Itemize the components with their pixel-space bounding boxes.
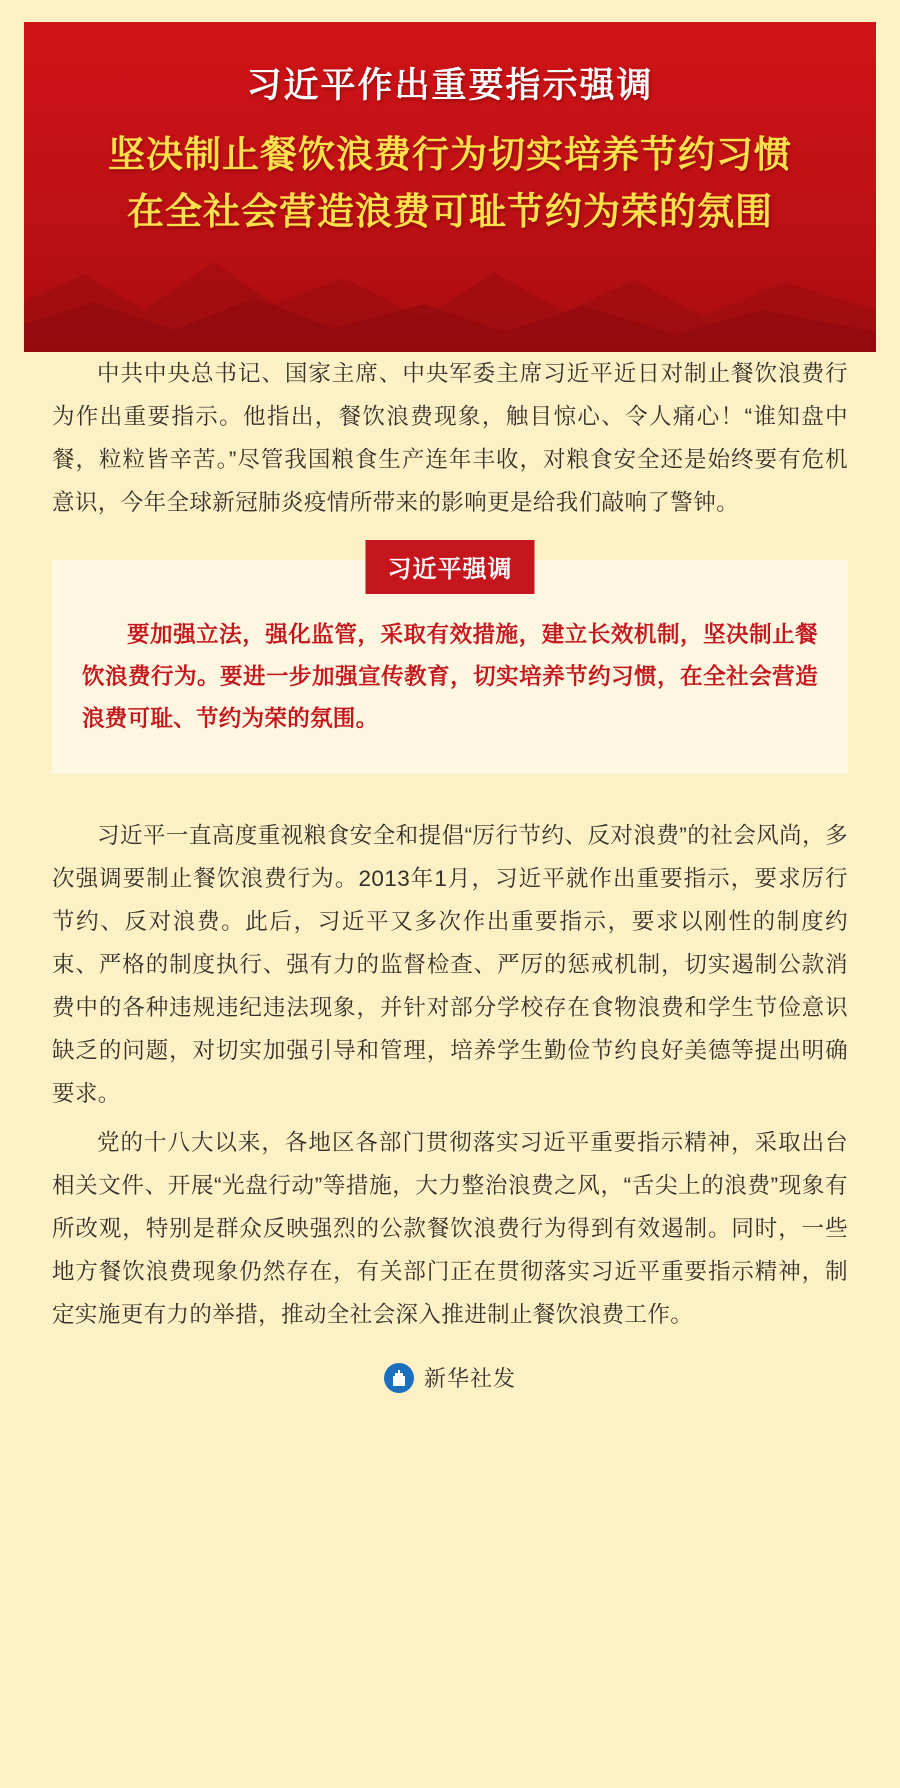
emphasis-callout: [52, 556, 848, 774]
header-banner: [24, 22, 876, 352]
article-paragraph-2: 习近平一直高度重视粮食安全和提倡“厉行节约、反对浪费”的社会风尚，多次强调要制止餐饮浪费行为。2013年1月，习近平就作出重要指示，要求厉行节约、反对浪费。此后，习近平又多次作出重要指示，要求以刚性的制度约束、严格的制度执行、强有力的监督检查、严厉的惩戒机制，切实遏制公款消费中的各种违规违纪违法现象，并针对部分学校存在食物浪费和学生节俭意识缺乏的问题，对切实加强引导和管理，培养学生勤俭节约良好美德等提出明确要求。: [52, 823, 848, 1106]
poster-page: [0, 22, 900, 1788]
banner-title-line-2a: 坚决制止餐饮浪费行为切实培养节约习惯: [108, 133, 792, 175]
banner-title-line-2b: 在全社会营造浪费可耻节约为荣的氛围: [127, 191, 773, 233]
footer-source-block: [384, 1362, 516, 1393]
article-paragraph-3: 党的十八大以来，各地区各部门贯彻落实习近平重要指示精神，采取出台相关文件、开展“光盘行动”等措施，大力整治浪费之风，“舌尖上的浪费”现象有所改观，特别是群众反映强烈的公款餐饮浪费行为得到有效遏制。同时，一些地方餐饮浪费现象仍然存在，有关部门正在贯彻落实习近平重要指示精神，制定实施更有力的举措，推动全社会深入推进制止餐饮浪费工作。: [52, 1130, 848, 1327]
emphasis-quote-text: 要加强立法，强化监管，采取有效措施，建立长效机制，坚决制止餐饮浪费行为。要进一步加强宣传教育，切实培养节约习惯，在全社会营造浪费可耻、节约为荣的氛围。: [82, 622, 818, 731]
xinhua-glyph-icon: [389, 1368, 409, 1388]
mountain-silhouette-icon: [24, 232, 876, 352]
xinhua-logo-icon: [384, 1363, 414, 1393]
banner-text-block: [24, 22, 876, 240]
article-paragraph-1: 中共中央总书记、国家主席、中央军委主席习近平近日对制止餐饮浪费行为作出重要指示。他指出，餐饮浪费现象，触目惊心、令人痛心！“谁知盘中餐，粒粒皆辛苦。”尽管我国粮食生产连年丰收，对粮食安全还是始终要有危机意识，今年全球新冠肺炎疫情所带来的影响更是给我们敲响了警钟。: [52, 361, 848, 515]
footer-source-text: 新华社发: [423, 1366, 516, 1391]
emphasis-label-badge: 习近平强调: [366, 540, 535, 594]
banner-title-line-1: 习近平作出重要指示强调: [246, 66, 654, 105]
article-footer: [52, 1362, 848, 1423]
article-body: [0, 352, 900, 1423]
